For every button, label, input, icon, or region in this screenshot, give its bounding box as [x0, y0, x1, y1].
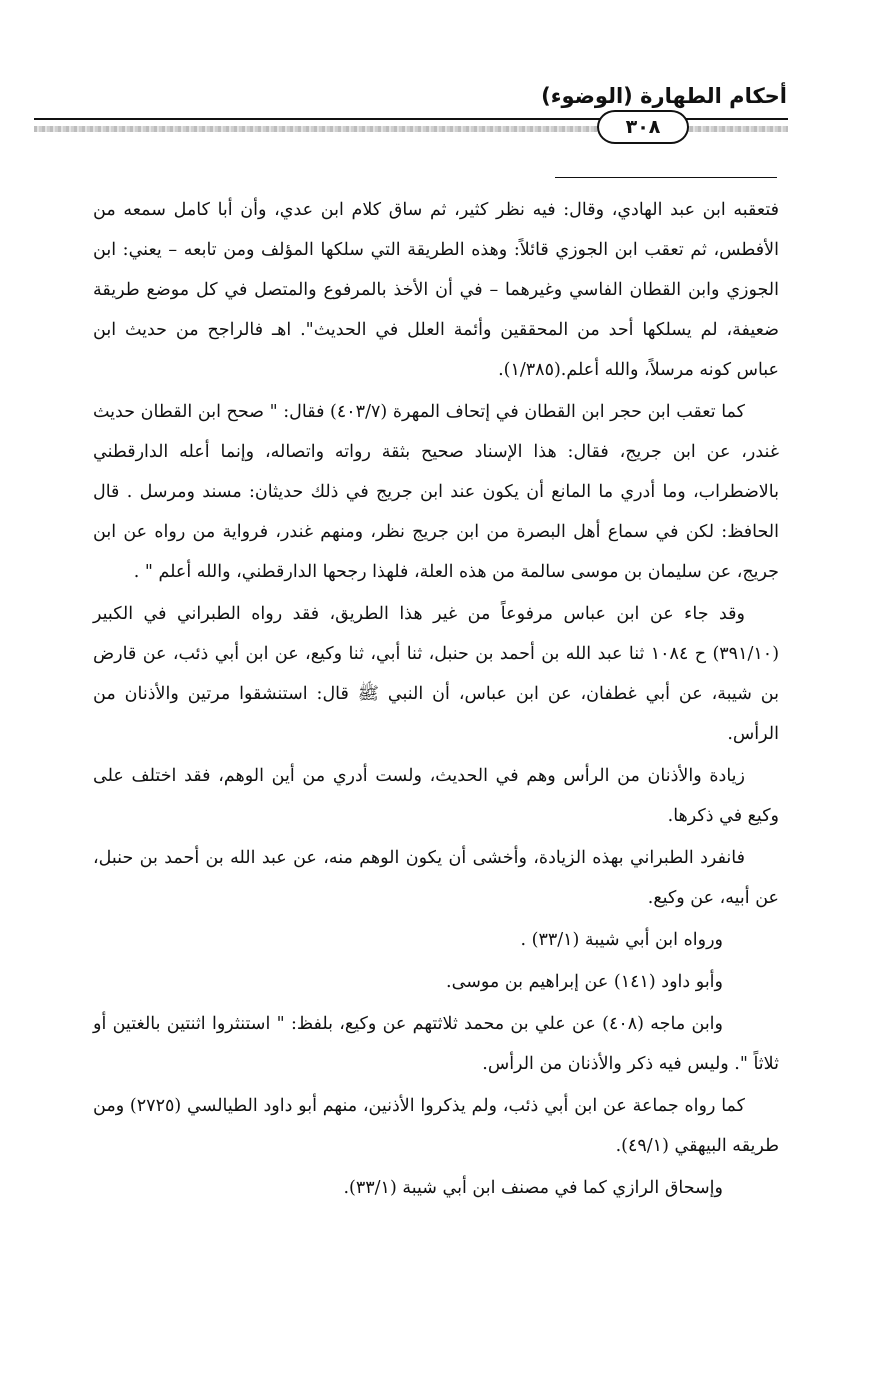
page-number-badge: ٣٠٨ [597, 110, 689, 144]
paragraph-8: وابن ماجه (٤٠٨) عن علي بن محمد ثلاثتهم عن وكيع، بلفظ: " استنثروا اثنتين بالغتين أو ثلاثاً ". وليس فيه ذكر والأذنان من الرأس. [93, 1014, 779, 1074]
paragraph-10: وإسحاق الرازي كما في مصنف ابن أبي شيبة (٣٣/١). [343, 1178, 723, 1198]
paragraph-9: كما رواه جماعة عن ابن أبي ذئب، ولم يذكروا الأذنين، منهم أبو داود الطيالسي (٢٧٢٥) ومن طريقه البيهقي (٤٩/١). [93, 1096, 779, 1156]
footnote-separator-rule [555, 177, 777, 178]
paragraph-5: فانفرد الطبراني بهذه الزيادة، وأخشى أن يكون الوهم منه، عن عبد الله بن أحمد بن حنبل، عن أبيه، عن وكيع. [93, 848, 779, 908]
running-header-title: أحكام الطهارة (الوضوء) [541, 84, 787, 108]
paragraph-1: فتعقبه ابن عبد الهادي، وقال: فيه نظر كثير، ثم ساق كلام ابن عدي، وأن أبا كامل سمعه من الأفطس، ثم تعقب ابن الجوزي قائلاً: وهذه الطريقة التي سلكها المؤلف ومن تابعه – يعني: ابن الجوزي وابن القطان الفاسي وغيرهما – في أن الأخذ بالمرفوع والمتصل في كل موضع طريقة ضعيفة، لم يسلكها أحد من المحققين وأئمة العلل في الحديث". اهـ فالراجح من حديث ابن عباس كونه مرسلاً، والله أعلم.(١/٣٨٥). [93, 200, 779, 380]
paragraph-4: زيادة والأذنان من الرأس وهم في الحديث، ولست أدري من أين الوهم، فقد اختلف على وكيع في ذكرها. [93, 766, 779, 826]
paragraph-7: وأبو داود (١٤١) عن إبراهيم بن موسى. [446, 972, 723, 992]
body-text [93, 190, 779, 1210]
paragraph-6: ورواه ابن أبي شيبة (٣٣/١) . [520, 930, 723, 950]
paragraph-2: كما تعقب ابن حجر ابن القطان في إتحاف المهرة (٤٠٣/٧) فقال: " صحح ابن القطان حديث غندر، عن ابن جريج، فقال: هذا الإسناد صحيح بثقة رواته واتصاله، وإنما أعله الدارقطني بالاضطراب، وما أدري ما المانع أن يكون عند ابن جريج في ذلك حديثان: مسند ومرسل . قال الحافظ: لكن في سماع أهل البصرة من ابن جريج نظر، ومنهم غندر، فرواية من رواه عن ابن جريج، عن سليمان بن موسى سالمة من هذه العلة، فلهذا رجحها الدارقطني، والله أعلم " . [93, 402, 779, 582]
paragraph-3: وقد جاء عن ابن عباس مرفوعاً من غير هذا الطريق، فقد رواه الطبراني في الكبير (٣٩١/١٠) ح ١٠٨٤ ثنا عبد الله بن أحمد بن حنبل، ثنا أبي، ثنا وكيع، عن ابن أبي ذئب، عن قارض بن شيبة، عن أبي غطفان، عن ابن عباس، أن النبي ﷺ قال: استنشقوا مرتين والأذنان من الرأس. [93, 604, 780, 744]
